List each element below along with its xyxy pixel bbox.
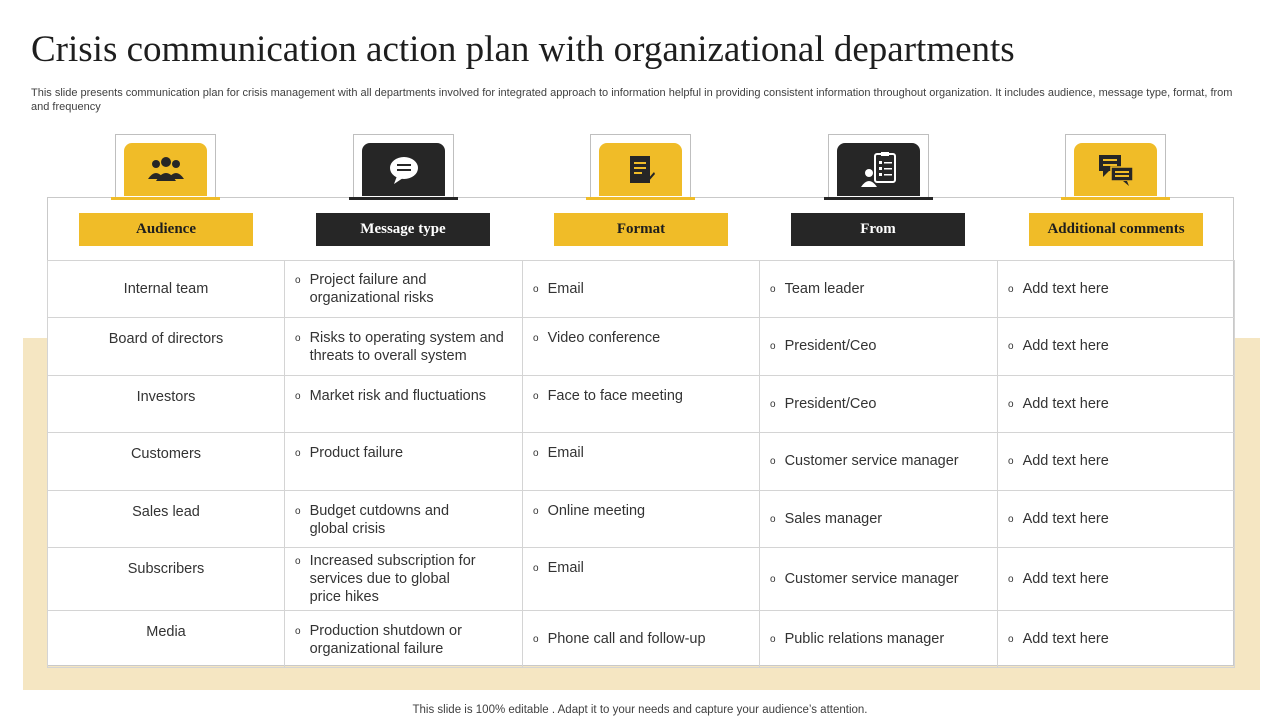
icon-frame-from — [828, 134, 929, 198]
header-additional-comments: Additional comments — [1029, 213, 1203, 246]
header-format: Format — [554, 213, 728, 246]
icon-base — [586, 197, 695, 200]
comment-cell — [998, 261, 1235, 318]
icon-base — [1061, 197, 1170, 200]
message-line: Market risk and fluctuations — [309, 388, 487, 404]
message-cell — [285, 376, 523, 433]
audience-cell: Media — [48, 611, 285, 668]
message-line: global crisis — [309, 521, 386, 537]
from-cell — [760, 318, 998, 376]
table-row — [48, 261, 1235, 318]
bullet-icon: o — [1008, 513, 1014, 525]
comment-cell — [998, 611, 1235, 668]
format-cell — [523, 611, 760, 668]
audience-cell: Investors — [48, 376, 285, 433]
checklist-person-icon — [837, 143, 920, 196]
bullet-icon: o — [533, 283, 539, 295]
message-cell — [285, 433, 523, 491]
audience-cell: Customers — [48, 433, 285, 491]
comment-text: Add text here — [1022, 338, 1109, 354]
format-text: Email — [547, 560, 584, 576]
message-line: Increased subscription for — [309, 553, 476, 569]
audience-cell: Subscribers — [48, 548, 285, 611]
message-cell — [285, 548, 523, 611]
from-text: Team leader — [784, 280, 865, 297]
icon-base — [349, 197, 458, 200]
message-line: Production shutdown or — [309, 623, 462, 639]
icon-frame-audience — [115, 134, 216, 198]
table-row — [48, 318, 1235, 376]
icon-base — [824, 197, 933, 200]
comment-cell — [998, 548, 1235, 611]
bullet-icon: o — [533, 448, 539, 459]
message-line: Budget cutdowns and — [309, 503, 450, 519]
from-cell — [760, 491, 998, 548]
format-cell — [523, 261, 760, 318]
from-text: Public relations manager — [784, 630, 945, 647]
format-cell — [523, 548, 760, 611]
format-cell — [523, 433, 760, 491]
bullet-icon: o — [533, 563, 539, 574]
bullet-icon: o — [1008, 283, 1014, 295]
from-text: Customer service manager — [784, 453, 959, 469]
message-line: Risks to operating system and — [309, 330, 504, 346]
table-row — [48, 433, 1235, 491]
bullet-icon: o — [295, 333, 301, 344]
from-text: President/Ceo — [784, 338, 877, 354]
bullet-icon: o — [770, 456, 776, 467]
header-audience: Audience — [79, 213, 253, 246]
format-text: Online meeting — [547, 503, 646, 519]
message-line: services due to global — [309, 571, 450, 587]
header-message-type: Message type — [316, 213, 490, 246]
from-text: Customer service manager — [784, 570, 959, 587]
bullet-icon: o — [1008, 456, 1014, 467]
table-row — [48, 491, 1235, 548]
from-text: President/Ceo — [784, 395, 877, 412]
message-cell — [285, 261, 523, 318]
audience-cell: Internal team — [48, 261, 285, 318]
comment-cell — [998, 433, 1235, 491]
audience-cell: Board of directors — [48, 318, 285, 376]
bullet-icon: o — [770, 341, 776, 352]
bullet-icon: o — [533, 633, 539, 645]
format-text: Email — [547, 280, 584, 297]
comment-text: Add text here — [1022, 510, 1109, 527]
comment-cell — [998, 491, 1235, 548]
table-row — [48, 548, 1235, 611]
bullet-icon: o — [533, 506, 539, 517]
bullet-icon: o — [770, 573, 776, 585]
people-group-icon — [124, 143, 207, 196]
message-cell — [285, 611, 523, 668]
bullet-icon: o — [1008, 341, 1014, 352]
bullet-icon: o — [533, 391, 539, 402]
format-text: Phone call and follow-up — [547, 630, 706, 647]
message-line: organizational failure — [309, 641, 444, 657]
document-icon — [599, 143, 682, 196]
plan-table — [47, 260, 1235, 668]
bullet-icon: o — [1008, 573, 1014, 585]
bullet-icon: o — [295, 448, 301, 459]
comment-text: Add text here — [1022, 280, 1109, 297]
bullet-icon: o — [770, 633, 776, 645]
from-cell — [760, 548, 998, 611]
format-cell — [523, 491, 760, 548]
header-from: From — [791, 213, 965, 246]
format-text: Email — [547, 445, 584, 461]
audience-cell: Sales lead — [48, 491, 285, 548]
message-cell — [285, 318, 523, 376]
message-cell — [285, 491, 523, 548]
page-title: Crisis communication action plan with organizational departments — [31, 29, 1015, 70]
comment-cell — [998, 376, 1235, 433]
format-cell — [523, 318, 760, 376]
icon-frame-message-type — [353, 134, 454, 198]
bullet-icon: o — [770, 513, 776, 525]
from-cell — [760, 433, 998, 491]
bullet-icon: o — [295, 506, 301, 517]
bullet-icon: o — [533, 333, 539, 344]
table-row — [48, 611, 1235, 668]
icon-base — [111, 197, 220, 200]
bullet-icon: o — [1008, 398, 1014, 410]
icon-frame-format — [590, 134, 691, 198]
message-line: Product failure — [309, 445, 404, 461]
comment-text: Add text here — [1022, 570, 1109, 587]
comments-icon — [1074, 143, 1157, 196]
comment-cell — [998, 318, 1235, 376]
bullet-icon: o — [295, 275, 301, 286]
format-cell — [523, 376, 760, 433]
from-text: Sales manager — [784, 510, 883, 527]
from-cell — [760, 611, 998, 668]
table-row — [48, 376, 1235, 433]
bullet-icon: o — [295, 556, 301, 567]
message-line: threats to overall system — [309, 348, 467, 364]
message-line: Project failure and — [309, 272, 427, 288]
bullet-icon: o — [295, 626, 301, 637]
icon-frame-additional-comments — [1065, 134, 1166, 198]
bullet-icon: o — [1008, 633, 1014, 645]
comment-text: Add text here — [1022, 453, 1109, 469]
message-line: organizational risks — [309, 290, 434, 306]
from-cell — [760, 261, 998, 318]
message-line: price hikes — [309, 589, 379, 605]
format-text: Face to face meeting — [547, 388, 683, 404]
format-text: Video conference — [547, 330, 661, 346]
bullet-icon: o — [295, 391, 301, 402]
bullet-icon: o — [770, 283, 776, 295]
comment-text: Add text here — [1022, 630, 1109, 647]
bullet-icon: o — [770, 398, 776, 410]
footer-note: This slide is 100% editable . Adapt it to your needs and capture your audience’s attention. — [412, 704, 868, 716]
chat-bubble-icon — [362, 143, 445, 196]
comment-text: Add text here — [1022, 395, 1109, 412]
page-subtitle: This slide presents communication plan for crisis management with all departments involved for integrated approach to information helpful in providing consistent information throughout organization. It includes audience, message type, format, from and frequency — [31, 87, 1233, 113]
from-cell — [760, 376, 998, 433]
